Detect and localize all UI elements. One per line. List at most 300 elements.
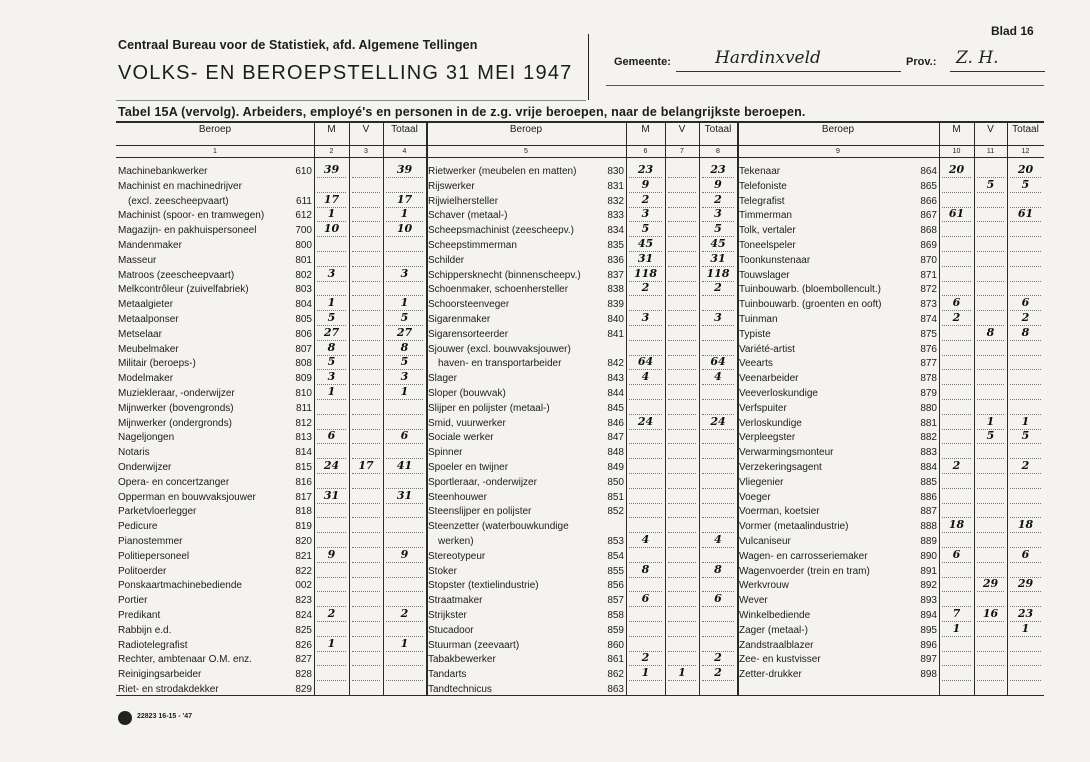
value-t: 4 (714, 533, 722, 546)
occupation-code: 867 (920, 210, 937, 222)
table-row (739, 653, 937, 666)
table-row (428, 357, 624, 370)
table-row (118, 579, 312, 592)
occupation-code: 868 (920, 225, 937, 237)
occupation-label: Sloper (bouwvak) (428, 388, 506, 399)
entry-dotted-line (977, 355, 1004, 357)
entry-dotted-line (352, 295, 380, 297)
value-m: 6 (952, 547, 961, 561)
value-v: 29 (982, 577, 999, 591)
column-header-beroep: Beroep (821, 124, 855, 135)
occupation-label: Strijkster (428, 610, 467, 621)
table-row (428, 505, 624, 518)
occupation-code: 859 (607, 624, 624, 636)
occupation-label: Toonkunstenaar (739, 254, 811, 266)
entry-dotted-line (629, 429, 662, 431)
entry-dotted-line (668, 636, 696, 638)
column-number: 1 (213, 148, 217, 155)
occupation-code: 837 (607, 269, 624, 281)
occupation-code: 804 (295, 299, 312, 311)
entry-dotted-line (977, 399, 1004, 401)
entry-dotted-line (317, 473, 346, 475)
occupation-label: Tabakbewerker (428, 654, 496, 666)
column-number: 6 (643, 148, 648, 155)
entry-dotted-line (942, 651, 971, 653)
occupation-code: 856 (607, 580, 624, 592)
entry-dotted-line (386, 414, 423, 416)
occupation-code: 842 (607, 358, 624, 370)
occupation-label: Machinist en machinedrijver (118, 180, 242, 192)
occupation-label: Tekenaar (739, 166, 781, 177)
entry-dotted-line (352, 665, 380, 667)
occupation-label: Muziekleraar, -onderwijzer (118, 388, 235, 399)
table-row (118, 387, 312, 400)
table-row (118, 283, 312, 296)
table-row (739, 387, 937, 400)
value-m: 4 (641, 533, 650, 546)
occupation-code: 806 (295, 328, 312, 340)
occupation-label: Straatmaker (428, 595, 483, 607)
occupation-label: Riet- en strodakdekker (118, 684, 219, 695)
entry-dotted-line (942, 369, 971, 371)
occupation-code: 827 (295, 654, 312, 666)
entry-dotted-line (942, 532, 971, 534)
table-row (428, 343, 624, 356)
entry-dotted-line (1010, 251, 1041, 253)
occupation-label: Verpleegster (739, 432, 796, 444)
occupation-label: (excl. zeescheepvaart) (128, 195, 229, 207)
entry-dotted-line (352, 680, 380, 682)
column-header-totaal: Totaal (1012, 124, 1039, 135)
occupation-label: Metselaar (118, 328, 162, 340)
entry-dotted-line (352, 473, 380, 475)
value-m: 9 (327, 547, 336, 561)
table-row (118, 476, 312, 489)
occupation-code: 894 (920, 610, 937, 621)
entry-dotted-line (629, 443, 662, 445)
occupation-code: 870 (920, 254, 937, 266)
occupation-code: 887 (920, 506, 937, 518)
entry-dotted-line (352, 517, 380, 519)
entry-dotted-line (977, 665, 1004, 667)
entry-dotted-line (317, 532, 346, 534)
entry-dotted-line (942, 488, 971, 490)
entry-dotted-line (977, 532, 1004, 534)
entry-dotted-line (352, 177, 380, 179)
table-row (118, 224, 312, 237)
entry-dotted-line (1010, 532, 1041, 534)
table-row (739, 357, 937, 370)
entry-dotted-line (386, 680, 423, 682)
table-row (118, 624, 312, 637)
colnum-bottom-rule (116, 157, 1044, 158)
entry-dotted-line (386, 473, 423, 475)
value-t: 5 (400, 311, 409, 324)
occupation-label: Stereotypeur (428, 550, 486, 562)
entry-dotted-line (352, 577, 380, 579)
header-separator (588, 34, 589, 100)
entry-dotted-line (1010, 340, 1041, 342)
occupation-code: 819 (295, 521, 312, 533)
col-divider (665, 121, 666, 696)
entry-dotted-line (629, 399, 662, 401)
value-t: 17 (396, 192, 413, 206)
entry-dotted-line (386, 591, 423, 593)
occupation-code: 700 (295, 225, 312, 237)
occupation-code: 825 (295, 624, 312, 636)
value-m: 2 (327, 607, 336, 620)
value-t: 41 (396, 459, 413, 472)
table-row (118, 431, 312, 444)
entry-dotted-line (942, 577, 971, 579)
occupation-label: Mijnwerker (bovengronds) (118, 402, 234, 414)
table-row (428, 239, 624, 252)
entry-dotted-line (352, 221, 380, 223)
value-m: 6 (952, 296, 961, 310)
value-v: 5 (986, 177, 995, 191)
entry-dotted-line (317, 562, 346, 564)
entry-dotted-line (668, 295, 696, 297)
value-t: 3 (400, 266, 409, 280)
occupation-label: Tandarts (428, 669, 467, 681)
column-header-m: M (327, 124, 336, 135)
value-m: 1 (327, 207, 336, 221)
occupation-code: 843 (607, 373, 624, 385)
printer-seal-icon (118, 711, 132, 725)
entry-dotted-line (702, 621, 734, 623)
entry-dotted-line (977, 651, 1004, 653)
entry-dotted-line (977, 621, 1004, 623)
occupation-label: Spinner (428, 447, 463, 459)
value-t: 2 (400, 607, 409, 620)
entry-dotted-line (668, 236, 696, 238)
entry-dotted-line (317, 177, 346, 179)
occupation-label: Toneelspeler (739, 240, 796, 251)
entry-dotted-line (352, 384, 380, 386)
occupation-label: Mandenmaker (118, 240, 182, 251)
table-row (118, 269, 312, 282)
occupation-label: Rijswerker (428, 180, 475, 192)
occupation-label: Schoorsteenveger (428, 299, 510, 311)
occupation-code: 839 (607, 299, 624, 311)
entry-dotted-line (702, 429, 734, 431)
entry-dotted-line (668, 517, 696, 519)
value-t: 4 (714, 370, 722, 384)
entry-dotted-line (317, 591, 346, 593)
occupation-code: 896 (920, 639, 937, 651)
census-table (116, 121, 1044, 696)
occupation-code: 863 (607, 684, 624, 695)
value-m: 5 (327, 355, 336, 369)
occupation-label: Vliegenier (739, 476, 784, 488)
table-row (739, 343, 937, 356)
table-row (739, 372, 937, 385)
occupation-label: Stucadoor (428, 624, 474, 636)
column-number: 4 (402, 148, 407, 155)
table-row (428, 550, 624, 563)
table-row (428, 653, 624, 666)
occupation-label: Stuurman (zeevaart) (428, 639, 520, 651)
occupation-label: Stopster (textielindustrie) (428, 580, 539, 592)
occupation-label: Verloskundige (739, 417, 802, 429)
occupation-code: 838 (607, 284, 624, 296)
value-m: 6 (327, 429, 336, 443)
print-code: 22823 16-15 - '47 (137, 713, 192, 720)
occupation-code: 853 (607, 536, 624, 547)
table-top-rule (116, 121, 1044, 123)
occupation-label: Rietwerker (meubelen en matten) (428, 166, 577, 177)
entry-dotted-line (386, 532, 423, 534)
value-t: 5 (1021, 177, 1030, 191)
value-m: 18 (948, 518, 965, 532)
value-t: 2 (714, 281, 722, 295)
table-row (739, 180, 937, 193)
value-m: 2 (952, 459, 961, 472)
entry-dotted-line (352, 236, 380, 238)
value-t: 1 (1021, 621, 1030, 635)
value-m: 8 (327, 340, 336, 354)
occupation-code: 861 (607, 654, 624, 666)
entry-dotted-line (629, 295, 662, 297)
value-m: 45 (637, 237, 654, 250)
value-v: 16 (982, 607, 999, 620)
value-m: 5 (327, 311, 336, 324)
table-row (118, 446, 312, 459)
entry-dotted-line (352, 340, 380, 342)
table-row (118, 313, 312, 326)
entry-dotted-line (702, 443, 734, 445)
entry-dotted-line (1010, 636, 1041, 638)
entry-dotted-line (942, 399, 971, 401)
value-v: 17 (358, 459, 374, 472)
table-row (428, 461, 624, 474)
value-t: 8 (714, 562, 722, 576)
column-header-m: M (952, 124, 961, 135)
value-m: 17 (323, 192, 340, 206)
occupation-code: 826 (295, 639, 312, 651)
entry-dotted-line (977, 310, 1004, 312)
occupation-label: Sportleraar, -onderwijzer (428, 476, 537, 488)
value-t: 29 (1017, 577, 1034, 591)
gemeente-handwritten-value: Hardinxveld (715, 48, 821, 68)
value-v: 1 (986, 414, 995, 428)
occupation-code: 610 (295, 166, 312, 177)
entry-dotted-line (977, 192, 1004, 194)
occupation-label: Telefoniste (739, 180, 787, 192)
entry-dotted-line (1010, 384, 1041, 386)
value-t: 6 (714, 592, 722, 606)
table-row (739, 609, 937, 622)
occupation-label: Wagenvoerder (trein en tram) (739, 565, 870, 577)
entry-dotted-line (1010, 221, 1041, 223)
table-row (739, 446, 937, 459)
table-row (428, 609, 624, 622)
occupation-code: 813 (295, 432, 312, 444)
occupation-label: Telegrafist (739, 195, 785, 207)
occupation-label: Rabbijn e.d. (118, 624, 172, 636)
table-row (739, 283, 937, 296)
table-row (739, 520, 937, 533)
column-header-v: V (678, 124, 686, 135)
entry-dotted-line (352, 562, 380, 564)
entry-dotted-line (1010, 488, 1041, 490)
table-row (428, 298, 624, 311)
entry-dotted-line (317, 443, 346, 445)
entry-dotted-line (942, 236, 971, 238)
entry-dotted-line (317, 281, 346, 283)
table-row (739, 505, 937, 518)
entry-dotted-line (1010, 503, 1041, 505)
entry-dotted-line (668, 591, 696, 593)
entry-dotted-line (942, 665, 971, 667)
occupation-code: 832 (607, 195, 624, 207)
entry-dotted-line (977, 281, 1004, 283)
occupation-code: 828 (295, 669, 312, 681)
table-row (118, 195, 312, 208)
occupation-label: Politoerder (118, 565, 167, 577)
table-row (739, 491, 937, 504)
occupation-code: 820 (295, 536, 312, 547)
value-m: 23 (637, 163, 654, 176)
table-row (739, 328, 937, 341)
occupation-code: 849 (607, 462, 624, 473)
entry-dotted-line (942, 473, 971, 475)
occupation-label: Rijwielhersteller (428, 195, 499, 207)
entry-dotted-line (942, 355, 971, 357)
column-number: 9 (836, 148, 840, 155)
entry-dotted-line (352, 503, 380, 505)
entry-dotted-line (386, 577, 423, 579)
value-t: 8 (1021, 325, 1030, 339)
table-row (118, 653, 312, 666)
entry-dotted-line (629, 606, 662, 608)
entry-dotted-line (629, 621, 662, 623)
entry-dotted-line (668, 532, 696, 534)
entry-dotted-line (668, 547, 696, 549)
occupation-label: Voerman, koetsier (739, 506, 820, 518)
occupation-label: Steenslijper en polijster (428, 506, 532, 518)
occupation-label: Politiepersoneel (118, 550, 190, 562)
occupation-label: Reinigingsarbeider (118, 669, 202, 681)
occupation-label: Zee- en kustvisser (739, 654, 821, 666)
entry-dotted-line (942, 680, 971, 682)
occupation-code: 855 (607, 565, 624, 577)
entry-dotted-line (629, 547, 662, 549)
entry-dotted-line (668, 651, 696, 653)
occupation-label: Meubelmaker (118, 343, 179, 355)
table-row (118, 165, 312, 178)
table-row (739, 594, 937, 607)
entry-dotted-line (977, 221, 1004, 223)
value-t: 6 (1021, 296, 1030, 310)
occupation-code: 891 (920, 565, 937, 577)
value-m: 118 (634, 266, 657, 280)
value-m: 24 (323, 459, 340, 472)
occupation-code: 875 (920, 328, 937, 340)
entry-dotted-line (702, 473, 734, 475)
occupation-label: Militair (beroeps-) (118, 358, 196, 370)
occupation-code: 808 (295, 358, 312, 370)
value-t: 2 (1021, 311, 1030, 324)
column-header-totaal: Totaal (704, 124, 732, 135)
entry-dotted-line (386, 503, 423, 505)
table-row (739, 476, 937, 489)
table-row (739, 639, 937, 652)
occupation-label: Opera- en concertzanger (118, 476, 230, 488)
occupation-label: Portier (118, 595, 148, 607)
occupation-label: Verfspuiter (739, 402, 787, 414)
occupation-label: Opperman en bouwvaksjouwer (118, 491, 256, 503)
occupation-label: Verzekeringsagent (739, 462, 822, 473)
entry-dotted-line (977, 251, 1004, 253)
value-m: 7 (952, 607, 961, 620)
occupation-code: 883 (920, 447, 937, 459)
entry-dotted-line (942, 443, 971, 445)
table-bottom-rule (116, 695, 1044, 696)
entry-dotted-line (1010, 562, 1041, 564)
value-m: 3 (327, 266, 336, 280)
table-row (118, 520, 312, 533)
occupation-label: Magazijn- en pakhuispersoneel (118, 225, 257, 237)
entry-dotted-line (1010, 192, 1041, 194)
value-m: 2 (952, 311, 961, 324)
entry-dotted-line (977, 473, 1004, 475)
entry-dotted-line (668, 429, 696, 431)
value-t: 23 (710, 163, 726, 176)
table-row (739, 579, 937, 592)
entry-dotted-line (702, 458, 734, 460)
table-row (118, 565, 312, 578)
entry-dotted-line (352, 325, 380, 327)
entry-dotted-line (702, 503, 734, 505)
occupation-label: Parketvloerlegger (118, 506, 197, 518)
table-row (428, 639, 624, 652)
column-header-totaal: Totaal (391, 124, 418, 135)
entry-dotted-line (317, 651, 346, 653)
entry-dotted-line (629, 517, 662, 519)
entry-dotted-line (668, 177, 696, 179)
entry-dotted-line (668, 488, 696, 490)
occupation-code: 818 (295, 506, 312, 518)
entry-dotted-line (668, 414, 696, 416)
occupation-code: 872 (920, 284, 937, 296)
province-underline (950, 71, 1045, 72)
value-t: 1 (400, 385, 409, 398)
table-row (428, 224, 624, 237)
entry-dotted-line (352, 192, 380, 194)
entry-dotted-line (629, 340, 662, 342)
occupation-label: Variété-artist (739, 343, 795, 355)
sheet-number: Blad 16 (991, 24, 1034, 38)
value-m: 39 (323, 163, 340, 176)
table-row (739, 239, 937, 252)
occupation-label: Spoeler en twijner (428, 462, 509, 473)
column-header-v: V (362, 124, 370, 135)
entry-dotted-line (386, 621, 423, 623)
value-v: 8 (986, 325, 995, 339)
entry-dotted-line (668, 443, 696, 445)
value-t: 5 (1021, 429, 1030, 443)
table-row (118, 639, 312, 652)
column-number: 8 (716, 148, 720, 155)
occupation-label: Predikant (118, 610, 161, 621)
table-row (118, 357, 312, 370)
value-t: 39 (396, 163, 413, 176)
value-m: 5 (641, 222, 650, 236)
column-number: 12 (1021, 148, 1030, 155)
entry-dotted-line (977, 266, 1004, 268)
occupation-label: Sociale werker (428, 432, 494, 444)
